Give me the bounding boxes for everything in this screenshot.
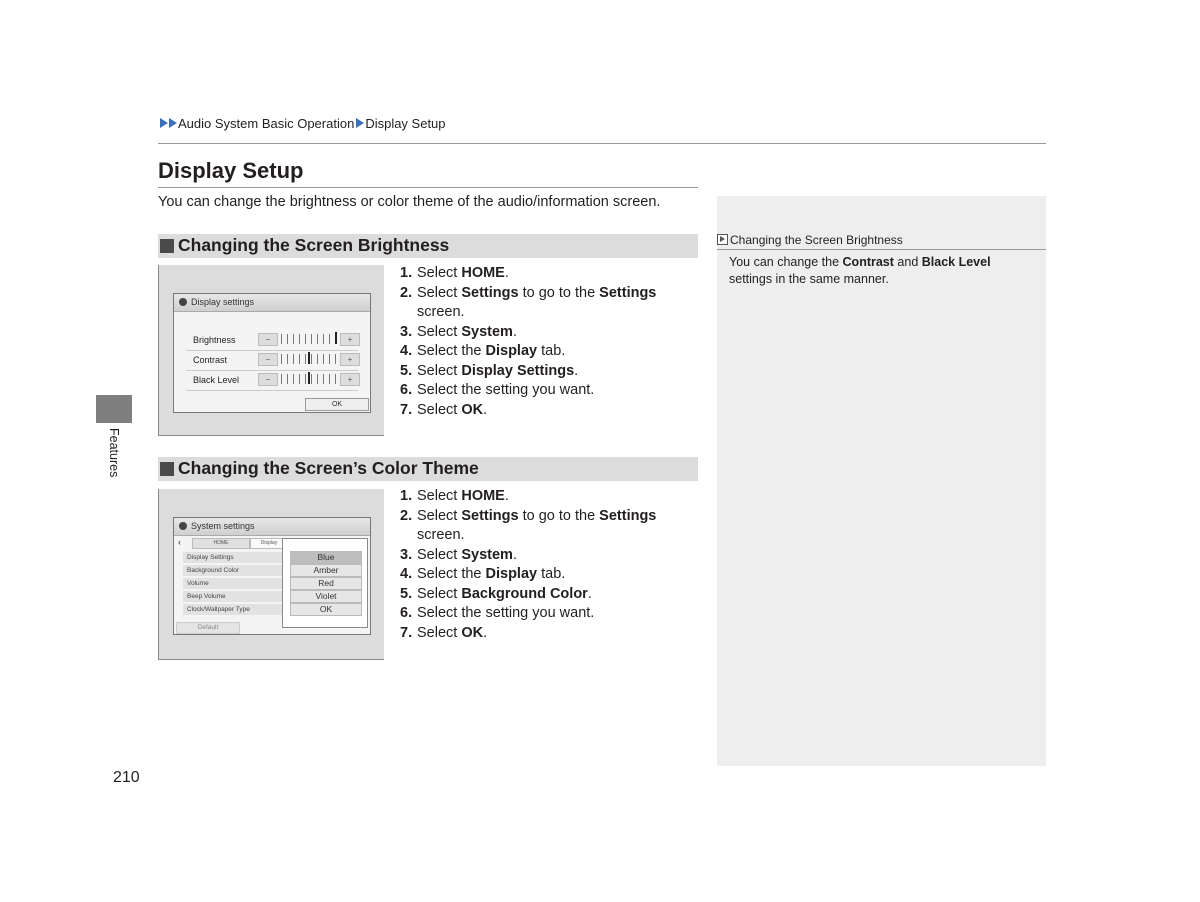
list-item[interactable]: Beep Volume bbox=[183, 591, 283, 602]
step-text: Select the bbox=[417, 343, 486, 359]
step-item bbox=[400, 487, 656, 507]
breadcrumb-part-2: Display Setup bbox=[365, 116, 446, 131]
breadcrumb bbox=[160, 116, 446, 131]
plus-button[interactable]: + bbox=[340, 373, 360, 386]
list-item[interactable]: Background Color bbox=[183, 565, 283, 576]
step-number: 4. bbox=[400, 566, 413, 582]
section-heading-color-theme bbox=[158, 457, 698, 481]
step-text: Select bbox=[417, 323, 462, 340]
ok-button[interactable]: OK bbox=[305, 398, 369, 411]
option-violet[interactable]: Violet bbox=[290, 590, 362, 603]
step-text: Select bbox=[417, 585, 462, 602]
step-bold-term: Background Color bbox=[461, 585, 588, 602]
chevron-left-icon[interactable]: ‹ bbox=[178, 537, 181, 547]
step-text: screen. bbox=[417, 527, 465, 543]
step-text: Select bbox=[417, 265, 462, 281]
step-item bbox=[400, 565, 656, 585]
step-text: screen. bbox=[417, 304, 465, 320]
setting-row bbox=[186, 370, 358, 391]
step-text: . bbox=[587, 585, 592, 602]
tab-display[interactable]: Display bbox=[250, 538, 288, 549]
step-text: Select bbox=[417, 546, 462, 563]
step-text: . bbox=[483, 401, 488, 418]
step-number: 3. bbox=[400, 323, 413, 340]
step-item bbox=[400, 585, 656, 605]
note-arrow-icon bbox=[717, 234, 728, 245]
step-item bbox=[400, 624, 656, 644]
step-bold-term: Settings bbox=[461, 284, 519, 301]
section-square-icon bbox=[160, 462, 174, 476]
step-item bbox=[400, 604, 656, 624]
level-marker bbox=[308, 352, 310, 364]
step-text: . bbox=[574, 362, 579, 379]
step-text: . bbox=[512, 323, 517, 340]
step-number: 6. bbox=[400, 605, 413, 621]
ok-button[interactable]: OK bbox=[290, 603, 362, 616]
section-title: Changing the Screen Brightness bbox=[178, 235, 450, 255]
setting-row bbox=[186, 330, 358, 351]
step-item bbox=[400, 381, 656, 401]
step-number: 5. bbox=[400, 362, 413, 379]
level-marker bbox=[308, 372, 310, 384]
window-title-text: Display settings bbox=[191, 297, 255, 307]
step-number: 1. bbox=[400, 265, 413, 281]
step-bold-term: OK bbox=[461, 401, 484, 418]
step-item bbox=[400, 362, 656, 382]
step-text: . bbox=[483, 624, 488, 641]
step-item bbox=[400, 401, 656, 421]
step-number: 6. bbox=[400, 382, 413, 398]
step-number: 2. bbox=[400, 507, 413, 524]
step-text: Select the setting you want. bbox=[417, 605, 595, 621]
step-text: to go to the bbox=[518, 507, 600, 524]
minus-button[interactable]: − bbox=[258, 333, 278, 346]
intro-text: You can change the brightness or color theme of the audio/information screen. bbox=[158, 194, 661, 210]
step-item bbox=[400, 284, 656, 304]
step-item bbox=[400, 323, 656, 343]
step-bold-term: Display bbox=[485, 343, 538, 359]
plus-button[interactable]: + bbox=[340, 333, 360, 346]
brightness-screenshot bbox=[158, 265, 384, 436]
setting-label: Brightness bbox=[193, 335, 236, 345]
step-bold-term: Settings bbox=[599, 284, 657, 301]
step-number: 4. bbox=[400, 343, 413, 359]
plus-button[interactable]: + bbox=[340, 353, 360, 366]
step-bold-term: System bbox=[461, 546, 513, 563]
back-icon bbox=[179, 298, 187, 306]
step-text: Select the bbox=[417, 566, 486, 582]
breadcrumb-arrow-icon bbox=[356, 118, 364, 128]
setting-row bbox=[186, 350, 358, 371]
level-scale bbox=[281, 334, 337, 344]
background-color-popup bbox=[282, 538, 368, 628]
breadcrumb-arrow-icon bbox=[169, 118, 177, 128]
default-button[interactable]: Default bbox=[176, 622, 240, 634]
step-text: Select bbox=[417, 624, 462, 641]
section-heading-brightness bbox=[158, 234, 698, 258]
step-bold-term: Display Settings bbox=[461, 362, 575, 379]
step-bold-term: HOME bbox=[461, 265, 505, 281]
step-number: 7. bbox=[400, 624, 413, 641]
display-settings-window bbox=[173, 293, 371, 413]
note-heading bbox=[717, 233, 903, 247]
step-bold-term: OK bbox=[461, 624, 484, 641]
step-bold-term: System bbox=[461, 323, 513, 340]
window-title bbox=[174, 518, 370, 536]
step-bold-term: Display bbox=[485, 566, 538, 582]
step-bold-term: Settings bbox=[599, 507, 657, 524]
step-text: Select bbox=[417, 488, 462, 504]
step-text: tab. bbox=[537, 566, 566, 582]
step-text: to go to the bbox=[518, 284, 600, 301]
list-item[interactable]: Clock/Wallpaper Type bbox=[183, 604, 283, 615]
color-theme-screenshot bbox=[158, 489, 384, 660]
section-title: Changing the Screen’s Color Theme bbox=[178, 458, 479, 478]
window-title-text: System settings bbox=[191, 521, 255, 531]
minus-button[interactable]: − bbox=[258, 373, 278, 386]
window-title bbox=[174, 294, 370, 312]
step-item bbox=[400, 546, 656, 566]
level-marker bbox=[335, 332, 337, 344]
step-item bbox=[400, 526, 656, 546]
steps-list-color-theme bbox=[400, 487, 656, 643]
system-settings-window bbox=[173, 517, 371, 635]
option-red[interactable]: Red bbox=[290, 577, 362, 590]
step-text: . bbox=[504, 488, 509, 504]
option-amber[interactable]: Amber bbox=[290, 564, 362, 577]
header-divider bbox=[158, 143, 1046, 144]
note-text: You can change the Contrast and Black Level settings in the same manner. bbox=[729, 255, 991, 286]
list-item[interactable]: Display Settings bbox=[183, 552, 283, 563]
step-number: 7. bbox=[400, 401, 413, 418]
setting-label: Black Level bbox=[193, 375, 240, 385]
list-item[interactable]: Volume bbox=[183, 578, 283, 589]
note-divider bbox=[717, 249, 1046, 250]
section-square-icon bbox=[160, 239, 174, 253]
step-number: 2. bbox=[400, 284, 413, 301]
step-text: Select bbox=[417, 507, 462, 524]
breadcrumb-arrow-icon bbox=[160, 118, 168, 128]
step-number: 1. bbox=[400, 488, 413, 504]
breadcrumb-part-1[interactable]: Audio System Basic Operation bbox=[178, 116, 355, 131]
step-number: 3. bbox=[400, 546, 413, 563]
step-text: tab. bbox=[537, 343, 566, 359]
step-text: . bbox=[512, 546, 517, 563]
step-number: 5. bbox=[400, 585, 413, 602]
step-text: . bbox=[504, 265, 509, 281]
steps-list-brightness bbox=[400, 264, 656, 420]
step-text: Select bbox=[417, 401, 462, 418]
step-text: Select bbox=[417, 362, 462, 379]
tab-home[interactable]: HOME bbox=[192, 538, 250, 549]
step-item bbox=[400, 342, 656, 362]
minus-button[interactable]: − bbox=[258, 353, 278, 366]
step-text: Select the setting you want. bbox=[417, 382, 595, 398]
page-number: 210 bbox=[113, 769, 140, 786]
setting-label: Contrast bbox=[193, 355, 228, 365]
page-title: Display Setup bbox=[158, 158, 304, 183]
title-divider bbox=[158, 187, 698, 188]
step-text: Select bbox=[417, 284, 462, 301]
step-bold-term: Settings bbox=[461, 507, 519, 524]
step-item bbox=[400, 507, 656, 527]
option-blue[interactable]: Blue bbox=[290, 551, 362, 564]
features-tab-marker bbox=[96, 395, 132, 423]
features-tab-label: Features bbox=[107, 428, 121, 478]
note-heading-text: Changing the Screen Brightness bbox=[730, 233, 903, 247]
back-icon bbox=[179, 522, 187, 530]
step-bold-term: HOME bbox=[461, 488, 505, 504]
step-item bbox=[400, 303, 656, 323]
step-item bbox=[400, 264, 656, 284]
